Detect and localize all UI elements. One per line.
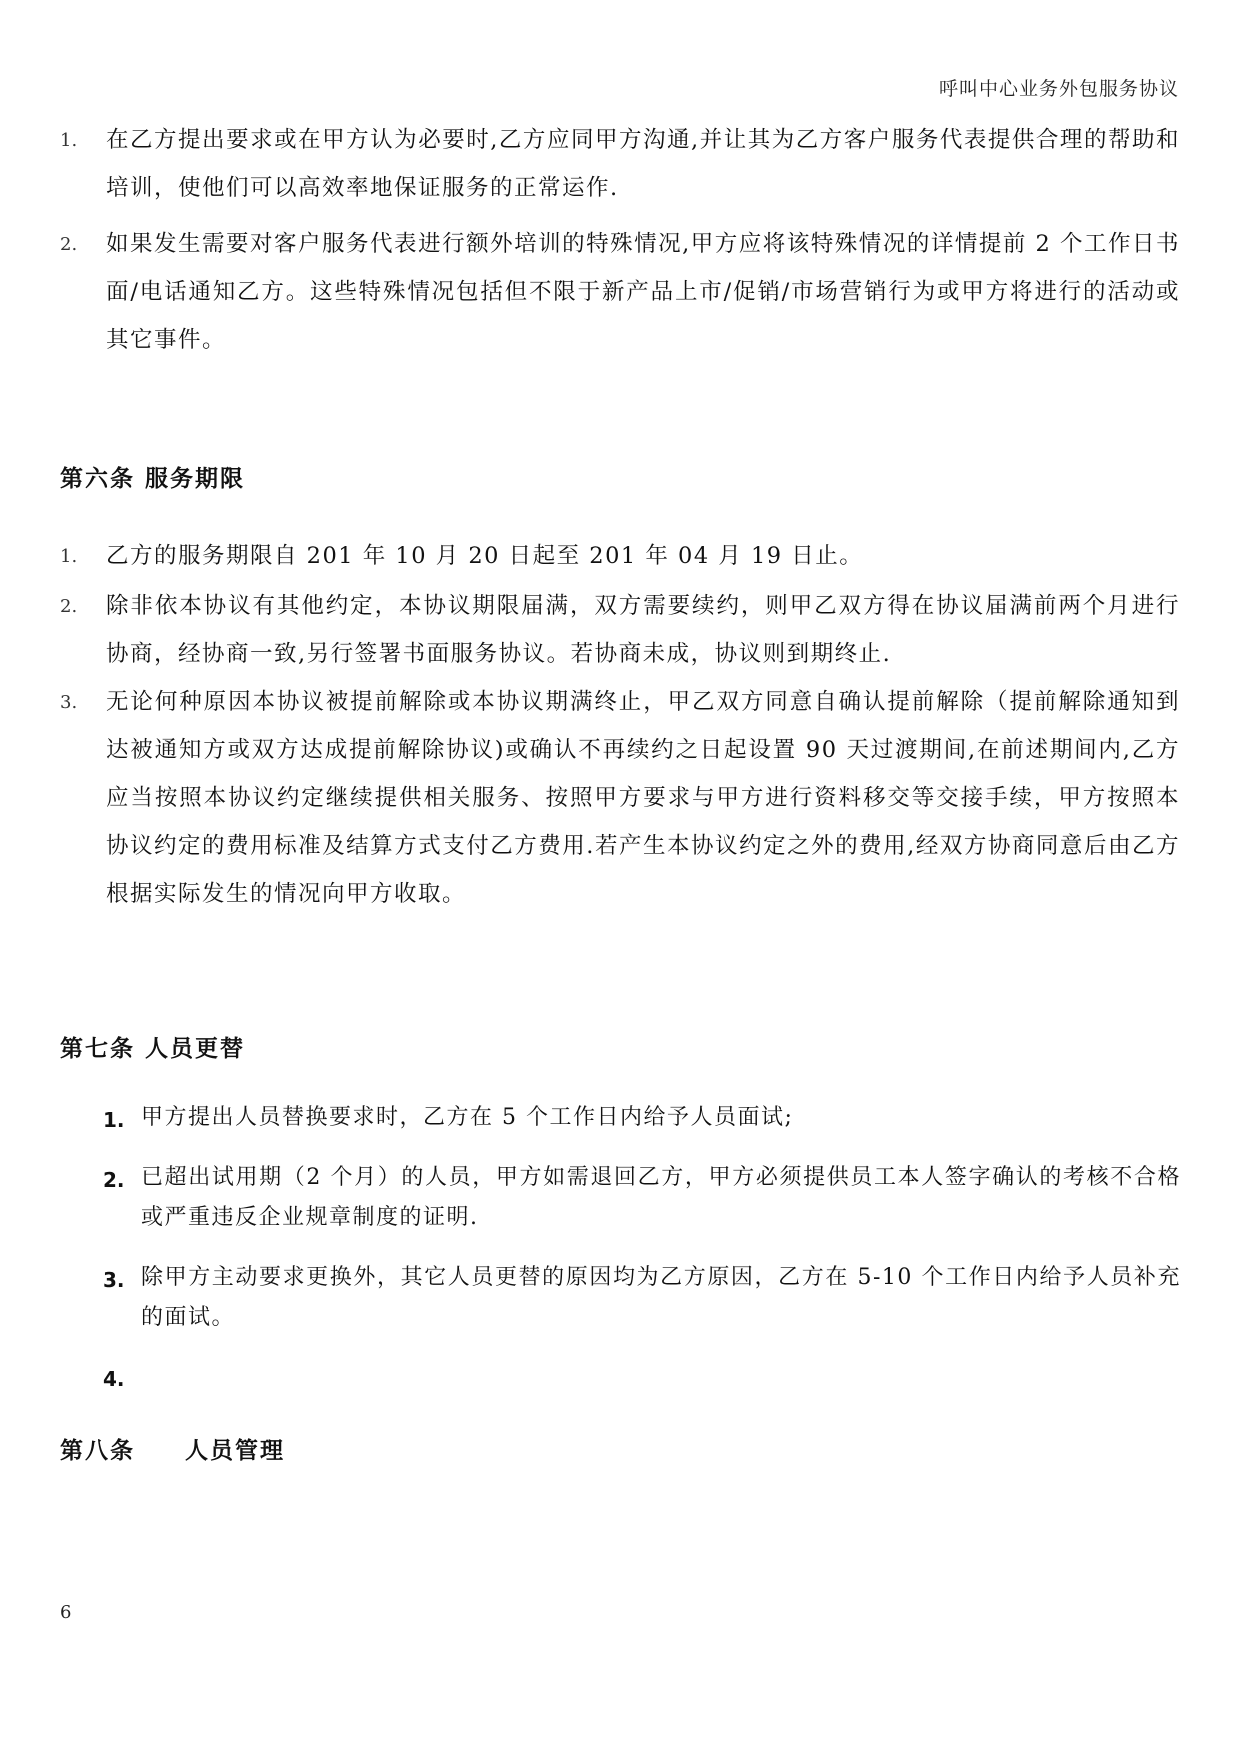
list-number: 3. [60,692,78,713]
paragraph-text: 在乙方提出要求或在甲方认为必要时,乙方应同甲方沟通,并让其为乙方客户服务代表提供合理的帮助和培训，使他们可以高效率地保证服务的正常运作. [106,127,1180,201]
page-number: 6 [60,1602,72,1623]
paragraph-text: 已超出试用期（2 个月）的人员，甲方如需退回乙方，甲方必须提供员工本人签字确认的考核不合格或严重违反企业规章制度的证明. [141,1165,1181,1230]
paragraph-text: 乙方的服务期限自 201 年 10 月 20 日起至 201 年 04 月 19 日止。 [106,543,864,569]
section-title-6: 第六条 服务期限 [60,466,246,492]
list-number: 1. [103,1108,125,1132]
running-header: 呼叫中心业务外包服务协议 [938,78,1179,100]
list-number: 2. [60,596,78,617]
section-title-8: 第八条 人员管理 [60,1438,286,1464]
paragraph-text: 除非依本协议有其他约定，本协议期限届满，双方需要续约，则甲乙双方得在协议届满前两个月进行协商，经协商一致,另行签署书面服务协议。若协商未成，协议则到期终止. [106,593,1180,667]
list-number: 4. [103,1367,125,1391]
paragraph-text: 如果发生需要对客户服务代表进行额外培训的特殊情况,甲方应将该特殊情况的详情提前 2 个工作日书面/电话通知乙方。这些特殊情况包括但不限于新产品上市/促销/市场营销行为或甲方将进行的活动或其它事件。 [106,231,1180,353]
paragraph-text: 甲方提出人员替换要求时，乙方在 5 个工作日内给予人员面试; [141,1105,794,1130]
list-number: 1. [60,130,78,151]
list-number: 2. [103,1168,125,1192]
paragraph-text: 无论何种原因本协议被提前解除或本协议期满终止，甲乙双方同意自确认提前解除（提前解除通知到达被通知方或双方达成提前解除协议)或确认不再续约之日起设置 90 天过渡期间,在前述期间内,乙方应当按照本协议约定继续提供相关服务、按照甲方要求与甲方进行资料移交等交接手续，甲方按照本协议约定的费用标准及结算方式支付乙方费用.若产生本协议约定之外的费用,经双方协商同意后由乙方根据实际发生的情况向甲方收取。 [106,689,1180,907]
list-number: 3. [103,1268,125,1292]
paragraph-text: 除甲方主动要求更换外，其它人员更替的原因均为乙方原因，乙方在 5-10 个工作日内给予人员补充的面试。 [141,1265,1181,1330]
section-title-7: 第七条 人员更替 [60,1036,246,1062]
list-number: 1. [60,546,78,567]
list-number: 2. [60,234,78,255]
